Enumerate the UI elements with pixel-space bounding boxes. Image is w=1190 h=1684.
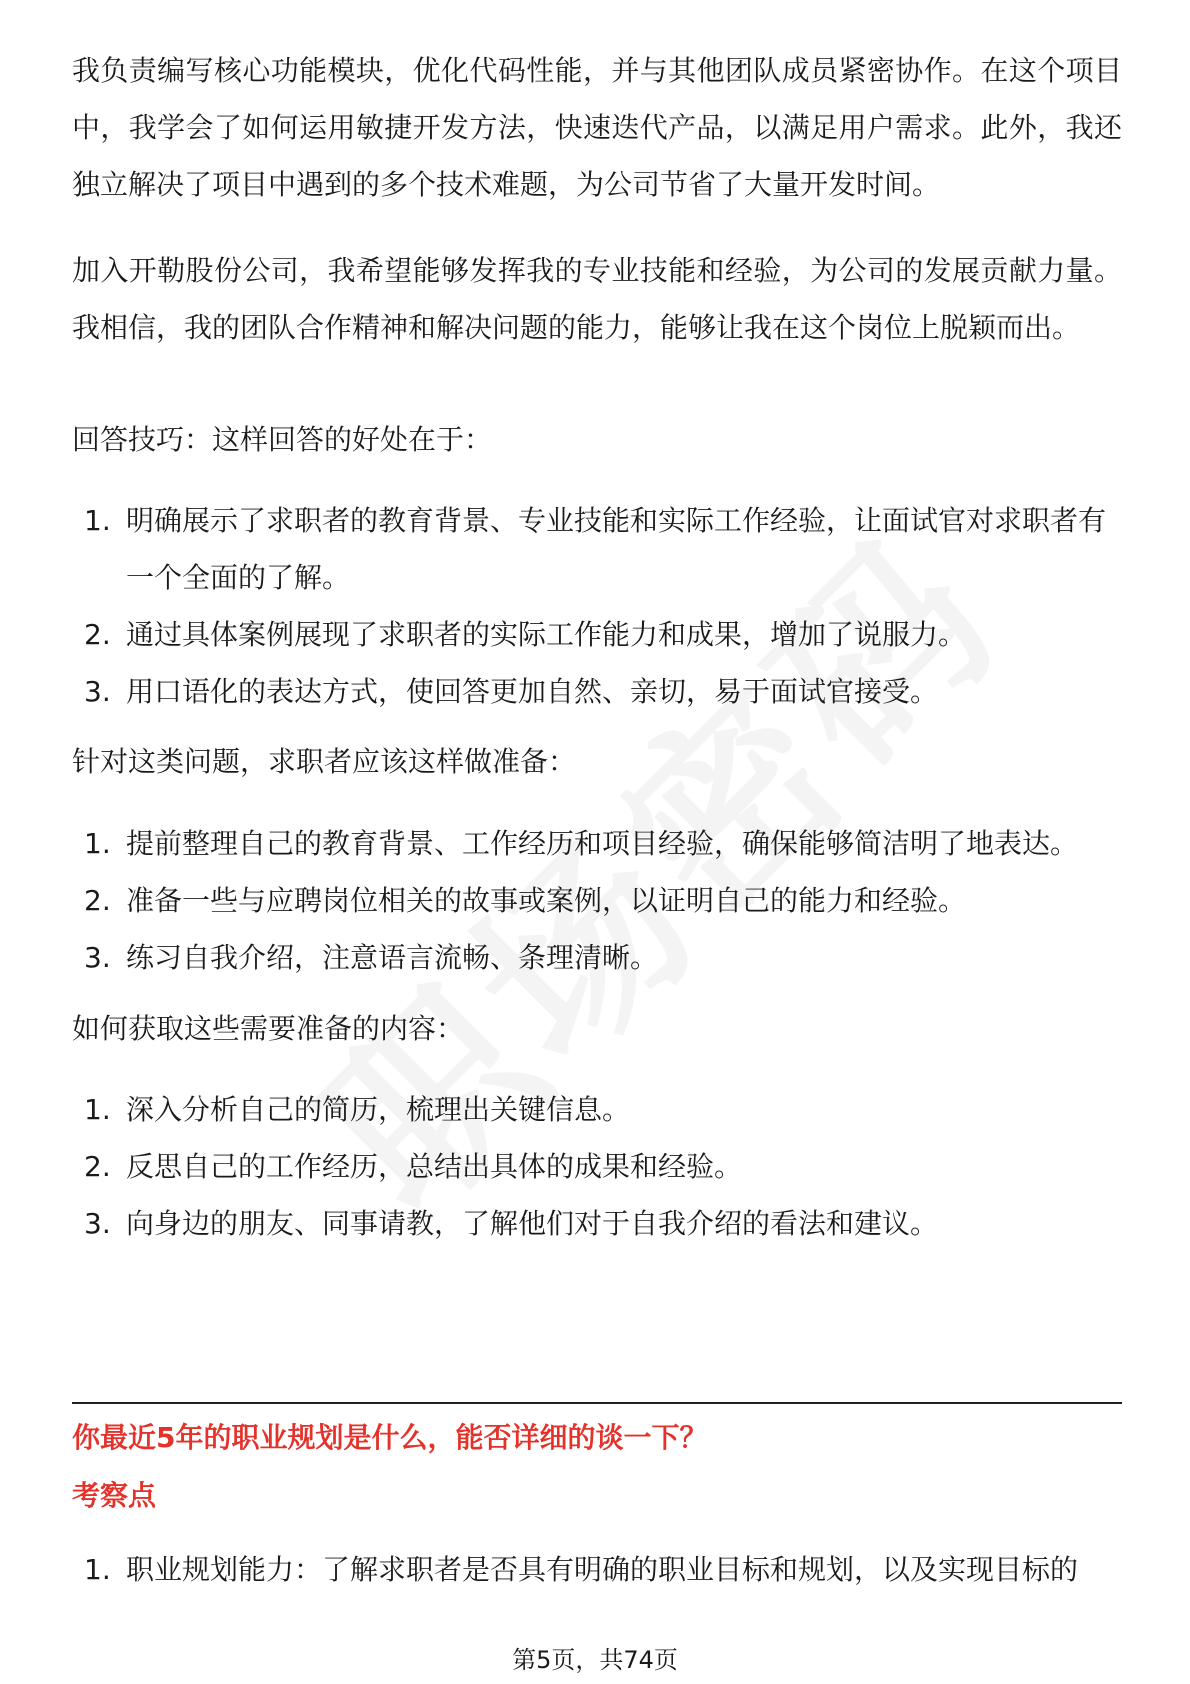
prepare-heading: 针对这类问题，求职者应该这样做准备：	[72, 745, 577, 778]
list-item	[72, 1081, 1122, 1138]
page-footer: 第5页，共74页	[512, 1646, 678, 1674]
list-item-text: 练习自我介绍，注意语言流畅、条理清晰。	[126, 941, 659, 974]
list-number: 1.	[84, 504, 111, 537]
list-item	[72, 606, 1122, 663]
list-number: 1.	[84, 1553, 111, 1586]
list-item	[72, 1541, 1122, 1598]
list-number: 2.	[84, 884, 111, 917]
list-item	[72, 1195, 1122, 1252]
list-item	[72, 492, 1122, 606]
list-number: 2.	[84, 618, 111, 651]
list-item-text: 深入分析自己的简历，梳理出关键信息。	[126, 1093, 631, 1126]
list-item	[72, 929, 1122, 986]
list-item	[72, 1138, 1122, 1195]
list-item-text: 准备一些与应聘岗位相关的故事或案例，以证明自己的能力和经验。	[126, 884, 967, 917]
question-title: 你最近5年的职业规划是什么，能否详细的谈一下？	[72, 1421, 708, 1454]
list-item-text: 用口语化的表达方式，使回答更加自然、亲切，易于面试官接受。	[126, 675, 939, 708]
list-item-text: 提前整理自己的教育背景、工作经历和项目经验，确保能够简洁明了地表达。	[126, 827, 1079, 860]
list-item-text: 反思自己的工作经历，总结出具体的成果和经验。	[126, 1150, 743, 1183]
list-item-text: 明确展示了求职者的教育背景、专业技能和实际工作经验，让面试官对求职者有一个全面的了解。	[126, 504, 1107, 594]
list-number: 2.	[84, 1150, 111, 1183]
tips-heading: 回答技巧：这样回答的好处在于：	[72, 423, 493, 456]
list-item	[72, 663, 1122, 720]
list-number: 3.	[84, 1207, 111, 1240]
section-divider	[72, 1402, 1122, 1404]
list-item-text: 向身边的朋友、同事请教，了解他们对于自我介绍的看法和建议。	[126, 1207, 939, 1240]
list-number: 1.	[84, 1093, 111, 1126]
obtain-heading: 如何获取这些需要准备的内容：	[72, 1012, 465, 1045]
prepare-list	[72, 815, 1122, 986]
list-number: 1.	[84, 827, 111, 860]
tips-list	[72, 492, 1122, 720]
list-item-text: 通过具体案例展现了求职者的实际工作能力和成果，增加了说服力。	[126, 618, 967, 651]
list-number: 3.	[84, 675, 111, 708]
question-list	[72, 1541, 1122, 1598]
list-number: 3.	[84, 941, 111, 974]
paragraph-project-experience: 我负责编写核心功能模块，优化代码性能，并与其他团队成员紧密协作。在这个项目中，我学会了如何运用敏捷开发方法，快速迭代产品，以满足用户需求。此外，我还独立解决了项目中遇到的多个技术难题，为公司节省了大量开发时间。	[72, 54, 1122, 201]
obtain-list	[72, 1081, 1122, 1252]
list-item	[72, 815, 1122, 872]
question-subtitle: 考察点	[72, 1479, 157, 1512]
paragraph-motivation: 加入开勒股份公司，我希望能够发挥我的专业技能和经验，为公司的发展贡献力量。我相信，我的团队合作精神和解决问题的能力，能够让我在这个岗位上脱颖而出。	[72, 254, 1122, 344]
list-item	[72, 872, 1122, 929]
list-item-text: 职业规划能力：了解求职者是否具有明确的职业目标和规划，以及实现目标的	[126, 1553, 1079, 1586]
